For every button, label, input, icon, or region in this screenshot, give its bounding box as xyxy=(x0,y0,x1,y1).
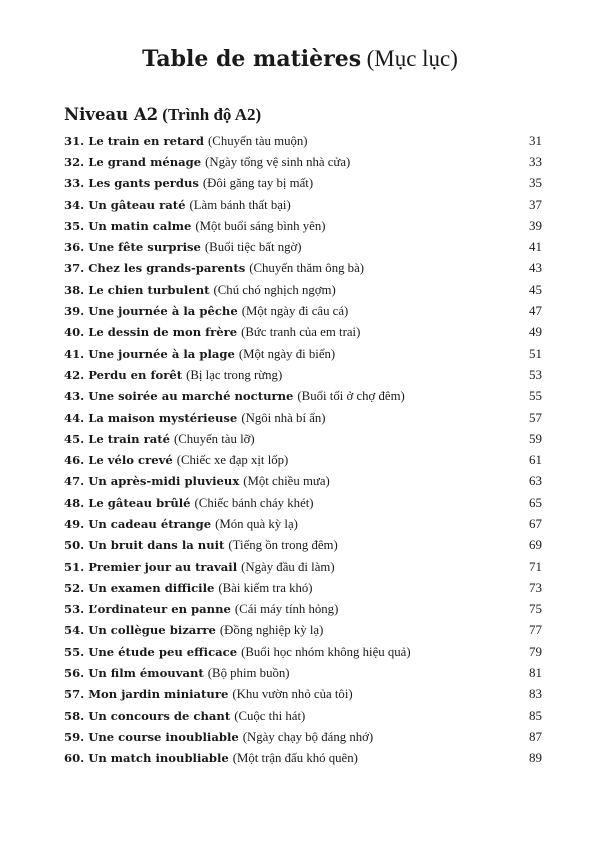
toc-entry[interactable] xyxy=(64,215,542,236)
toc-entry-french: 39. Une journée à la pêche xyxy=(64,304,238,319)
toc-entry-vietnamese: (Một buổi sáng bình yên) xyxy=(195,218,326,233)
toc-entry-page-number: 85 xyxy=(529,707,542,723)
page-title xyxy=(0,44,600,74)
toc-entry-vietnamese: (Đồng nghiệp kỳ lạ) xyxy=(219,623,324,638)
toc-entry[interactable] xyxy=(64,236,542,257)
toc-entry[interactable] xyxy=(64,513,542,534)
toc-entry-title xyxy=(64,494,314,512)
toc-entry-french: 49. Un cadeau étrange xyxy=(64,516,212,531)
toc-entry[interactable] xyxy=(64,492,542,513)
toc-entry[interactable] xyxy=(64,194,542,215)
toc-entry-vietnamese: (Ngày chạy bộ đáng nhớ) xyxy=(242,729,374,744)
toc-entry[interactable] xyxy=(64,449,542,470)
toc-entry-vietnamese: (Chuyến thăm ông bà) xyxy=(249,261,365,276)
toc-entry[interactable] xyxy=(64,343,542,364)
toc-entry[interactable] xyxy=(64,300,542,321)
toc-entry-vietnamese: (Chiếc xe đạp xịt lốp) xyxy=(176,453,289,468)
toc-entry-title xyxy=(64,728,373,746)
toc-entry[interactable] xyxy=(64,556,542,577)
toc-entry-page-number: 37 xyxy=(529,196,542,212)
toc-entry[interactable] xyxy=(64,577,542,598)
toc-entry-french: 37. Chez les grands-parents xyxy=(64,261,246,276)
toc-entry-page-number: 73 xyxy=(529,579,542,595)
toc-entry-vietnamese: (Một ngày đi câu cá) xyxy=(241,304,349,319)
toc-entry-vietnamese: (Một ngày đi biển) xyxy=(238,346,336,361)
toc-entry-vietnamese: (Cái máy tính hỏng) xyxy=(234,602,339,617)
toc-entry-title xyxy=(64,664,290,682)
toc-entry[interactable] xyxy=(64,726,542,747)
toc-entry-vietnamese: (Đôi găng tay bị mất) xyxy=(202,176,314,191)
toc-entry-vietnamese: (Bài kiểm tra khó) xyxy=(218,580,313,595)
toc-entry-french: 38. Le chien turbulent xyxy=(64,282,210,297)
toc-entry[interactable] xyxy=(64,428,542,449)
toc-entry[interactable] xyxy=(64,471,542,492)
toc-entry[interactable] xyxy=(64,535,542,556)
toc-entry[interactable] xyxy=(64,684,542,705)
toc-entry-title xyxy=(64,302,348,320)
toc-entry-page-number: 53 xyxy=(529,366,542,382)
toc-entry-page-number: 57 xyxy=(529,409,542,425)
toc-entry-page-number: 33 xyxy=(529,153,542,169)
toc-entry-page-number: 83 xyxy=(529,686,542,702)
toc-entry-title xyxy=(64,749,358,767)
toc-entry-title xyxy=(64,515,298,533)
toc-entry[interactable] xyxy=(64,705,542,726)
toc-entry-french: 31. Le train en retard xyxy=(64,133,205,148)
toc-entry-french: 44. La maison mystérieuse xyxy=(64,410,238,425)
toc-entry-title xyxy=(64,281,336,299)
toc-entry-page-number: 79 xyxy=(529,643,542,659)
toc-entry-page-number: 77 xyxy=(529,622,542,638)
toc-entry-french: 41. Une journée à la plage xyxy=(64,346,235,361)
toc-entry-vietnamese: (Món quà kỳ lạ) xyxy=(215,516,298,531)
toc-entry-title xyxy=(64,132,308,150)
toc-entry-title xyxy=(64,472,330,490)
toc-entry-french: 51. Premier jour au travail xyxy=(64,559,238,574)
toc-entry-vietnamese: (Chiếc bánh cháy khét) xyxy=(194,495,314,510)
toc-entry-vietnamese: (Chuyến tàu muộn) xyxy=(208,133,308,148)
toc-entry-french: 56. Un film émouvant xyxy=(64,666,204,681)
toc-entry-title xyxy=(64,196,291,214)
toc-entry-french: 52. Un examen difficile xyxy=(64,580,215,595)
toc-entry[interactable] xyxy=(64,130,542,151)
toc-entry-page-number: 75 xyxy=(529,601,542,617)
toc-entry[interactable] xyxy=(64,258,542,279)
toc-entry-title xyxy=(64,685,353,703)
toc-entry-title xyxy=(64,430,255,448)
section-heading-vietnamese: (Trình độ A2) xyxy=(162,105,262,124)
toc-entry-page-number: 71 xyxy=(529,558,542,574)
toc-entry-title xyxy=(64,643,411,661)
toc-entry-vietnamese: (Ngày tổng vệ sinh nhà cửa) xyxy=(205,154,351,169)
toc-entry-french: 50. Un bruit dans la nuit xyxy=(64,538,225,553)
toc-entry-page-number: 43 xyxy=(529,260,542,276)
toc-entry-vietnamese: (Khu vườn nhỏ của tôi) xyxy=(232,687,353,702)
toc-entry-french: 40. Le dessin de mon frère xyxy=(64,325,238,340)
section-heading xyxy=(64,104,261,126)
toc-entry-french: 36. Une fête surprise xyxy=(64,240,201,255)
toc-entry-title xyxy=(64,217,326,235)
toc-entry-page-number: 35 xyxy=(529,175,542,191)
toc-entry-vietnamese: (Tiếng ồn trong đêm) xyxy=(228,538,338,553)
toc-entry-title xyxy=(64,387,405,405)
toc-entry-title xyxy=(64,409,326,427)
toc-entry-title xyxy=(64,366,282,384)
toc-entry-french: 53. L’ordinateur en panne xyxy=(64,602,231,617)
toc-entry-title xyxy=(64,345,335,363)
toc-entry-french: 45. Le train raté xyxy=(64,431,170,446)
toc-entry-vietnamese: (Ngày đầu đi làm) xyxy=(241,559,335,574)
toc-entry[interactable] xyxy=(64,662,542,683)
toc-entry-french: 33. Les gants perdus xyxy=(64,176,199,191)
page-title-vietnamese: (Mục lục) xyxy=(366,46,458,71)
toc-entry-page-number: 49 xyxy=(529,324,542,340)
toc-entry[interactable] xyxy=(64,279,542,300)
toc-entry-page-number: 89 xyxy=(529,750,542,766)
toc-entry-french: 55. Une étude peu efficace xyxy=(64,644,238,659)
toc-entry-title xyxy=(64,451,288,469)
toc-entry-title xyxy=(64,621,323,639)
toc-entry-page-number: 51 xyxy=(529,345,542,361)
toc-entry-french: 43. Une soirée au marché nocturne xyxy=(64,389,294,404)
toc-entry[interactable] xyxy=(64,748,542,769)
toc-entry-title xyxy=(64,259,364,277)
toc-entry-title xyxy=(64,536,338,554)
toc-entry-french: 34. Un gâteau raté xyxy=(64,197,186,212)
toc-entry-french: 48. Le gâteau brûlé xyxy=(64,495,191,510)
toc-entry-page-number: 69 xyxy=(529,537,542,553)
toc-entry[interactable] xyxy=(64,173,542,194)
toc-entry-title xyxy=(64,238,302,256)
toc-entry-french: 54. Un collègue bizarre xyxy=(64,623,216,638)
toc-entry-french: 47. Un après-midi pluvieux xyxy=(64,474,240,489)
toc-entry-title xyxy=(64,579,313,597)
toc-entry-vietnamese: (Cuộc thi hát) xyxy=(234,708,306,723)
toc-entry-french: 57. Mon jardin miniature xyxy=(64,687,229,702)
toc-entry-vietnamese: (Buổi tiệc bất ngờ) xyxy=(204,240,302,255)
toc-entry-french: 35. Un matin calme xyxy=(64,218,192,233)
toc-entry-french: 42. Perdu en forêt xyxy=(64,367,183,382)
toc-entry-vietnamese: (Bộ phim buồn) xyxy=(207,666,290,681)
toc-list xyxy=(64,130,542,769)
toc-entry-page-number: 65 xyxy=(529,494,542,510)
toc-entry-vietnamese: (Bức tranh của em trai) xyxy=(241,325,361,340)
toc-entry-vietnamese: (Làm bánh thất bại) xyxy=(189,197,291,212)
section-heading-french: Niveau A2 xyxy=(64,105,159,124)
toc-entry-vietnamese: (Một trận đấu khó quên) xyxy=(232,751,358,766)
toc-entry[interactable] xyxy=(64,322,542,343)
toc-entry-french: 60. Un match inoubliable xyxy=(64,751,229,766)
toc-entry-page-number: 31 xyxy=(529,132,542,148)
toc-entry-page-number: 55 xyxy=(529,388,542,404)
toc-entry-title xyxy=(64,174,313,192)
toc-entry-vietnamese: (Chuyến tàu lỡ) xyxy=(173,431,255,446)
toc-entry-page-number: 81 xyxy=(529,665,542,681)
toc-entry-page-number: 61 xyxy=(529,452,542,468)
toc-entry-vietnamese: (Một chiều mưa) xyxy=(243,474,330,489)
toc-entry-title xyxy=(64,707,305,725)
toc-entry-french: 46. Le vélo crevé xyxy=(64,453,173,468)
toc-entry-vietnamese: (Bị lạc trong rừng) xyxy=(186,367,283,382)
toc-entry-page-number: 45 xyxy=(529,281,542,297)
toc-entry-french: 32. Le grand ménage xyxy=(64,154,202,169)
page-title-french: Table de matières xyxy=(142,46,362,72)
toc-entry[interactable] xyxy=(64,641,542,662)
toc-entry-french: 59. Une course inoubliable xyxy=(64,729,239,744)
toc-entry-french: 58. Un concours de chant xyxy=(64,708,231,723)
toc-entry-page-number: 59 xyxy=(529,430,542,446)
toc-entry-title xyxy=(64,558,335,576)
toc-entry[interactable] xyxy=(64,364,542,385)
toc-entry-title xyxy=(64,153,350,171)
toc-entry-page-number: 67 xyxy=(529,515,542,531)
toc-entry[interactable] xyxy=(64,620,542,641)
toc-entry[interactable] xyxy=(64,599,542,620)
toc-entry-page-number: 47 xyxy=(529,303,542,319)
toc-entry-vietnamese: (Buổi học nhóm không hiệu quả) xyxy=(241,644,411,659)
toc-entry-vietnamese: (Ngôi nhà bí ẩn) xyxy=(241,410,326,425)
toc-entry[interactable] xyxy=(64,386,542,407)
toc-entry-title xyxy=(64,600,338,618)
toc-entry-page-number: 63 xyxy=(529,473,542,489)
toc-entry-vietnamese: (Chú chó nghịch ngợm) xyxy=(213,282,336,297)
toc-entry-vietnamese: (Buổi tối ở chợ đêm) xyxy=(297,389,405,404)
toc-entry-title xyxy=(64,323,360,341)
toc-entry[interactable] xyxy=(64,407,542,428)
toc-entry[interactable] xyxy=(64,151,542,172)
toc-entry-page-number: 39 xyxy=(529,217,542,233)
toc-entry-page-number: 87 xyxy=(529,728,542,744)
toc-entry-page-number: 41 xyxy=(529,239,542,255)
